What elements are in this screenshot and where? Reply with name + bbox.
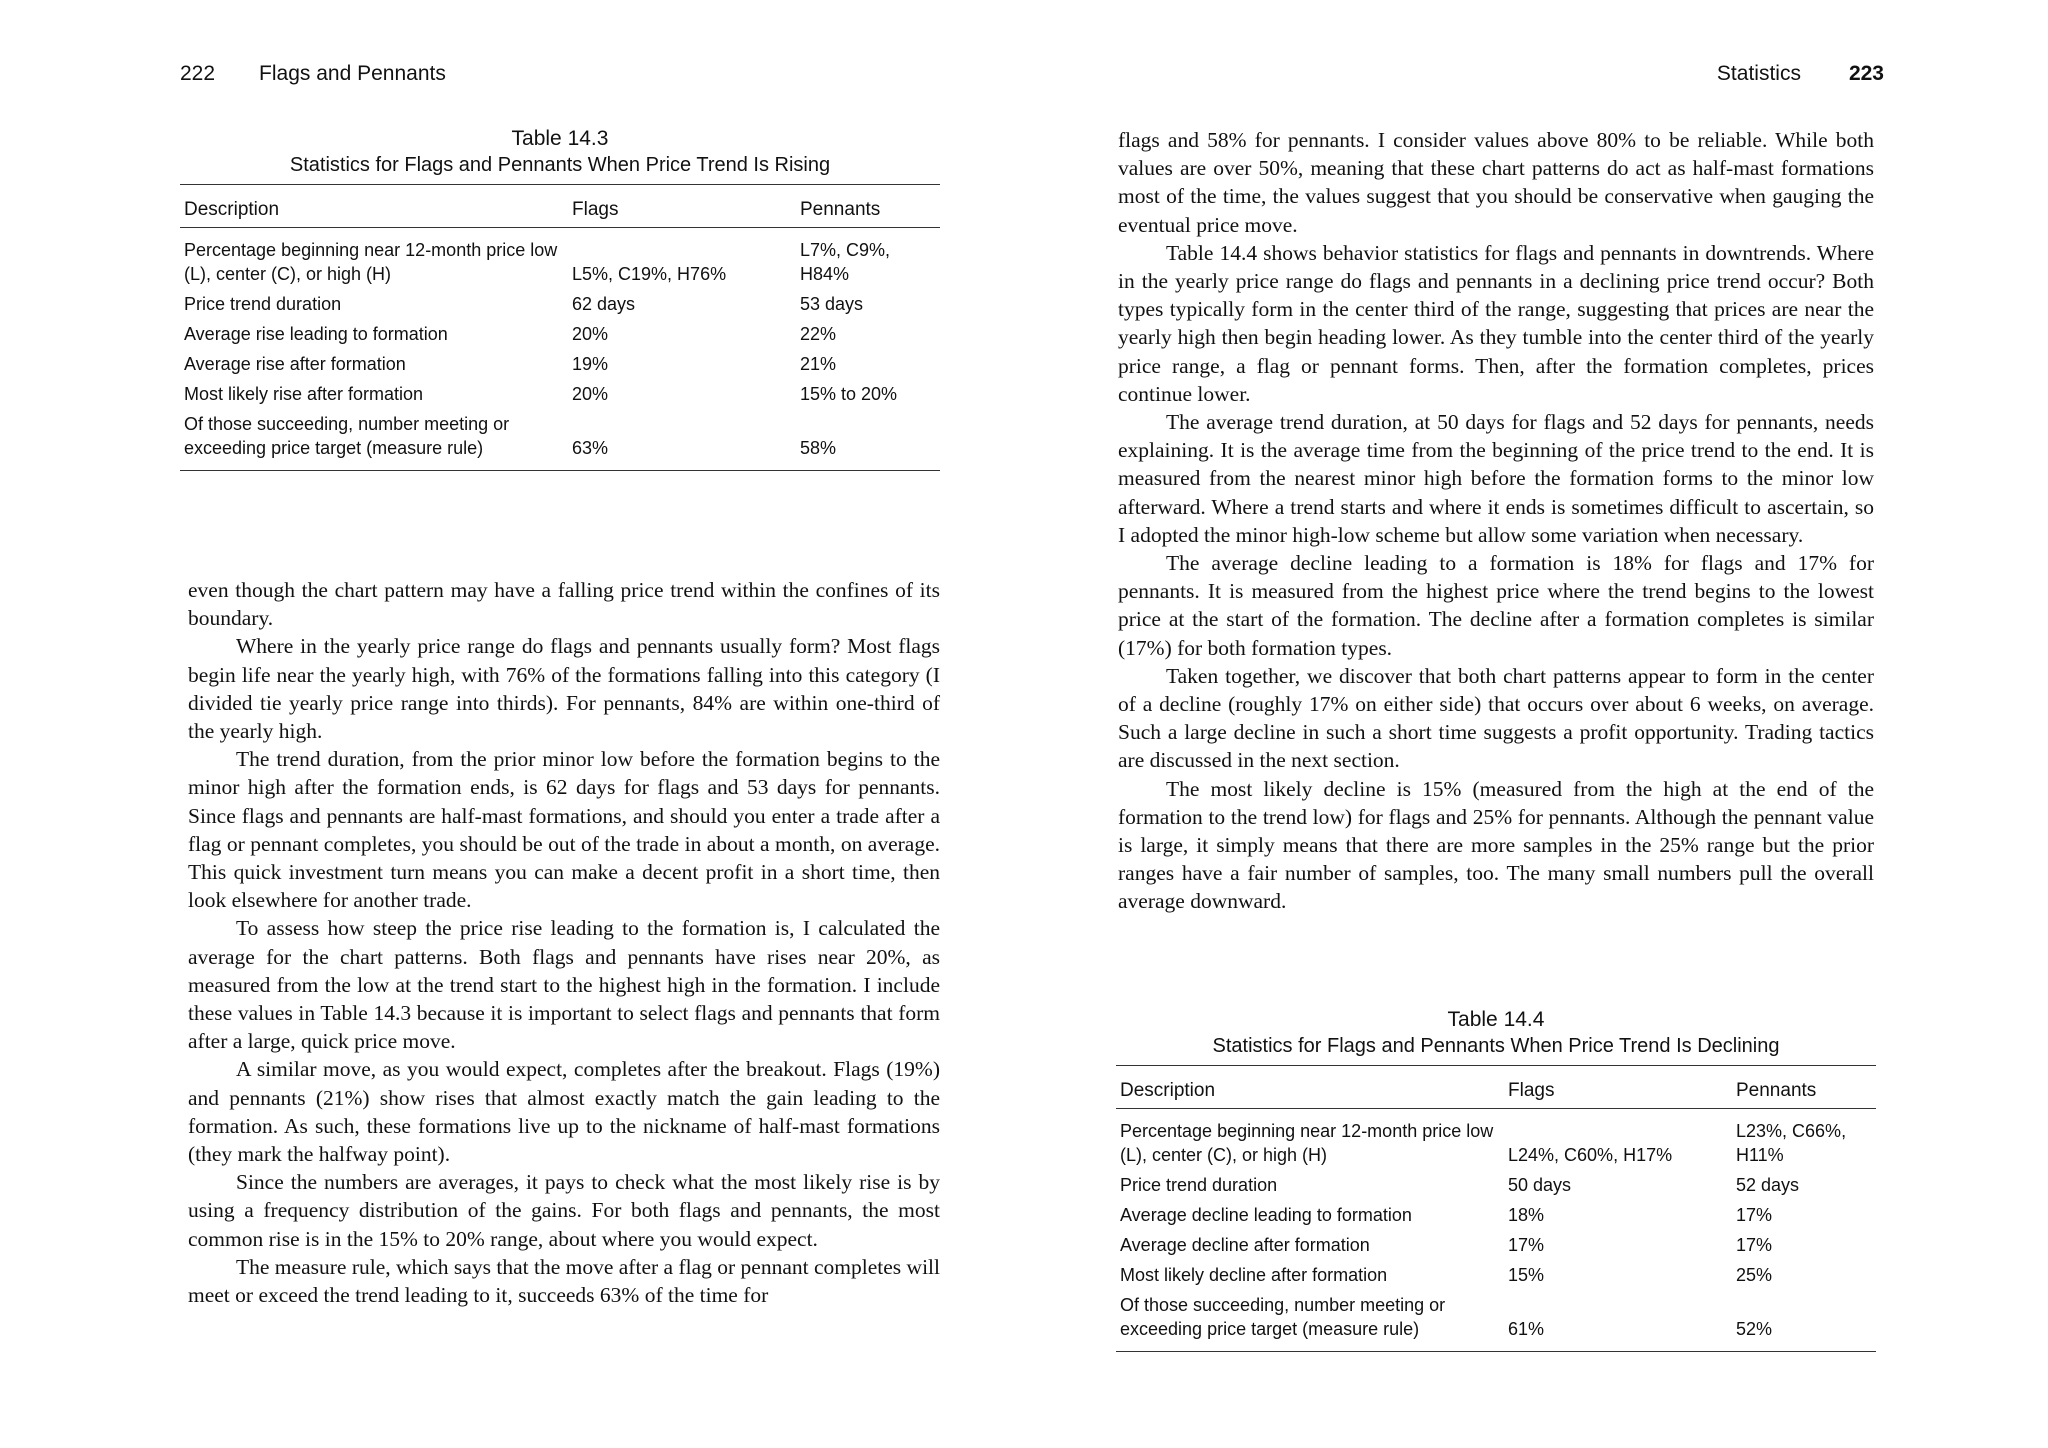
paragraph: even though the chart pattern may have a falling price trend within the confines of its boundary. [188, 578, 940, 631]
paragraph: Since the numbers are averages, it pays to check what the most likely rise is by using a frequency distribution of the gains. For both flags and pennants, the most common rise is in the 15% to 20% range, about where you would expect. [188, 1170, 940, 1251]
row-description: Average rise after formation [184, 354, 406, 374]
row-pennants: 22% [800, 324, 837, 344]
table-row [1116, 1109, 1876, 1171]
header-pennants: Pennants [796, 185, 940, 228]
row-description: Most likely decline after formation [1120, 1265, 1388, 1285]
row-pennants: 52% [1736, 1319, 1773, 1339]
table-caption: Table 14.4 [1447, 1008, 1545, 1031]
right-page-number: 223 [1848, 62, 1884, 85]
right-page [1024, 0, 2048, 1448]
table-rising-trend [180, 126, 940, 471]
row-pennants: L23%, C66%, H11% [1736, 1121, 1847, 1165]
paragraph: The trend duration, from the prior minor low before the formation begins to the minor high after the formation ends, is 62 days for flags and 53 days for pennants. Since flags and pennants are half-mast formations, and should you enter a trade after a flag or pennant completes, you should be out of the trade in about a month, on average. This quick investment turn means you can make a decent profit in a short time, then look elsewhere for another trade. [188, 747, 940, 913]
table-row [1116, 1170, 1876, 1200]
table-declining-trend [1116, 1007, 1876, 1352]
row-pennants: 17% [1736, 1205, 1773, 1225]
header-description: Description [180, 185, 568, 228]
table-title: Statistics for Flags and Pennants When Price Trend Is Rising [289, 154, 831, 176]
table-row [180, 379, 940, 409]
row-description: Average decline leading to formation [1120, 1205, 1412, 1225]
table-row [1116, 1200, 1876, 1230]
row-flags: 61% [1508, 1319, 1545, 1339]
stats-table [180, 184, 940, 471]
row-description: Average rise leading to formation [184, 324, 448, 344]
right-running-head [1717, 62, 1884, 86]
left-page-number: 222 [180, 62, 216, 85]
row-flags: 62 days [572, 294, 636, 314]
row-flags: L5%, C19%, H76% [572, 264, 727, 284]
left-chapter-title: Flags and Pennants [259, 62, 446, 85]
row-description: Of those succeeding, number meeting or exceeding price target (measure rule) [184, 414, 510, 458]
row-flags: 17% [1508, 1235, 1545, 1255]
table-header-row [180, 185, 940, 228]
paragraph: The average trend duration, at 50 days for flags and 52 days for pennants, needs explaining. It is the average time from the beginning of the price trend to the end. It is measured from the nearest minor high before the formation forms to the minor low afterward. Where a trend starts and where it ends is sometimes difficult to ascertain, so I adopted the minor high-low scheme but allow some variation when necessary. [1118, 410, 1874, 547]
table-row [180, 228, 940, 290]
table-row [1116, 1290, 1876, 1352]
row-flags: 20% [572, 324, 609, 344]
paragraph: The most likely decline is 15% (measured from the high at the end of the formation to the trend low) for flags and 25% for pennants. Although the pennant value is large, it simply means that there are more samples in the 25% range but the prior ranges have a fair number of samples, too. The many small numbers pull the overall average downward. [1118, 776, 1874, 914]
row-flags: 18% [1508, 1205, 1545, 1225]
row-pennants: 15% to 20% [800, 384, 898, 404]
row-pennants: 21% [800, 354, 837, 374]
paragraph: The average decline leading to a formation is 18% for flags and 17% for pennants. It is measured from the highest price where the trend begins to the lowest price at the start of the formation. The decline after a formation completes is similar (17%) for both formation types. [1118, 551, 1874, 660]
header-description: Description [1116, 1066, 1504, 1109]
table-header-row [1116, 1066, 1876, 1109]
row-flags: L24%, C60%, H17% [1508, 1145, 1673, 1165]
paragraph: flags and 58% for pennants. I consider values above 80% to be reliable. While both values are over 50%, meaning that these chart patterns do act as half-mast formations most of the time, the values suggest that you should be conservative when gauging the eventual price move. [1118, 128, 1874, 237]
table-row [180, 289, 940, 319]
row-description: Price trend duration [1120, 1175, 1278, 1195]
paragraph: The measure rule, which says that the move after a flag or pennant completes will meet or exceed the trend leading to it, succeeds 63% of the time for [188, 1254, 940, 1308]
row-flags: 15% [1508, 1265, 1545, 1285]
row-flags: 63% [572, 438, 609, 458]
row-flags: 20% [572, 384, 609, 404]
row-description: Percentage beginning near 12-month price low (L), center (C), or high (H) [1120, 1121, 1494, 1165]
right-body-text [1118, 126, 1874, 916]
row-description: Percentage beginning near 12-month price low (L), center (C), or high (H) [184, 240, 558, 284]
row-pennants: L7%, C9%, H84% [800, 240, 891, 284]
stats-table [1116, 1065, 1876, 1352]
table-title: Statistics for Flags and Pennants When Price Trend Is Declining [1212, 1035, 1780, 1057]
paragraph: Where in the yearly price range do flags and pennants usually form? Most flags begin life near the yearly high, with 76% of the formations falling into this category (I divided tie yearly price range into thirds). For pennants, 84% are within one-third of the yearly high. [188, 634, 940, 744]
row-description: Most likely rise after formation [184, 384, 424, 404]
row-flags: 50 days [1508, 1175, 1572, 1195]
table-row [180, 349, 940, 379]
paragraph: Table 14.4 shows behavior statistics for flags and pennants in downtrends. Where in the yearly price range do flags and pennants in a declining price trend occur? Both types typically form in the center third of the range, suggesting that prices are near the yearly high then begin heading lower. As they tumble into the center third of the yearly price range, a flag or pennant forms. Then, after the formation completes, prices continue lower. [1118, 240, 1874, 406]
table-caption: Table 14.3 [511, 127, 609, 150]
left-body-text [188, 576, 940, 1309]
row-description: Average decline after formation [1120, 1235, 1370, 1255]
row-pennants: 58% [800, 438, 837, 458]
left-running-head [180, 62, 446, 86]
table-row [1116, 1230, 1876, 1260]
table-row [180, 319, 940, 349]
right-section-title: Statistics [1716, 62, 1801, 85]
row-pennants: 17% [1736, 1235, 1773, 1255]
paragraph: To assess how steep the price rise leading to the formation is, I calculated the average for the chart patterns. Both flags and pennants have rises near 20%, as measured from the low at the trend start to the highest high in the formation. I include these values in Table 14.3 because it is important to select flags and pennants that form after a large, quick price move. [188, 916, 940, 1054]
header-pennants: Pennants [1732, 1066, 1876, 1109]
table-row [1116, 1260, 1876, 1290]
paragraph: A similar move, as you would expect, completes after the breakout. Flags (19%) and pennants (21%) show rises that almost exactly match the gain leading to the formation. As such, these formations live up to the nickname of half-mast formations (they mark the halfway point). [188, 1057, 940, 1167]
row-pennants: 25% [1736, 1265, 1773, 1285]
row-flags: 19% [572, 354, 609, 374]
header-flags: Flags [1504, 1066, 1732, 1109]
row-description: Of those succeeding, number meeting or exceeding price target (measure rule) [1120, 1295, 1446, 1339]
paragraph: Taken together, we discover that both chart patterns appear to form in the center of a decline (roughly 17% on either side) that occurs over about 6 weeks, on average. Such a large decline in such a short time suggests a profit opportunity. Trading tactics are discussed in the next section. [1118, 663, 1874, 773]
table-row [180, 409, 940, 471]
row-pennants: 52 days [1736, 1175, 1800, 1195]
row-description: Price trend duration [184, 294, 342, 314]
header-flags: Flags [568, 185, 796, 228]
row-pennants: 53 days [800, 294, 864, 314]
